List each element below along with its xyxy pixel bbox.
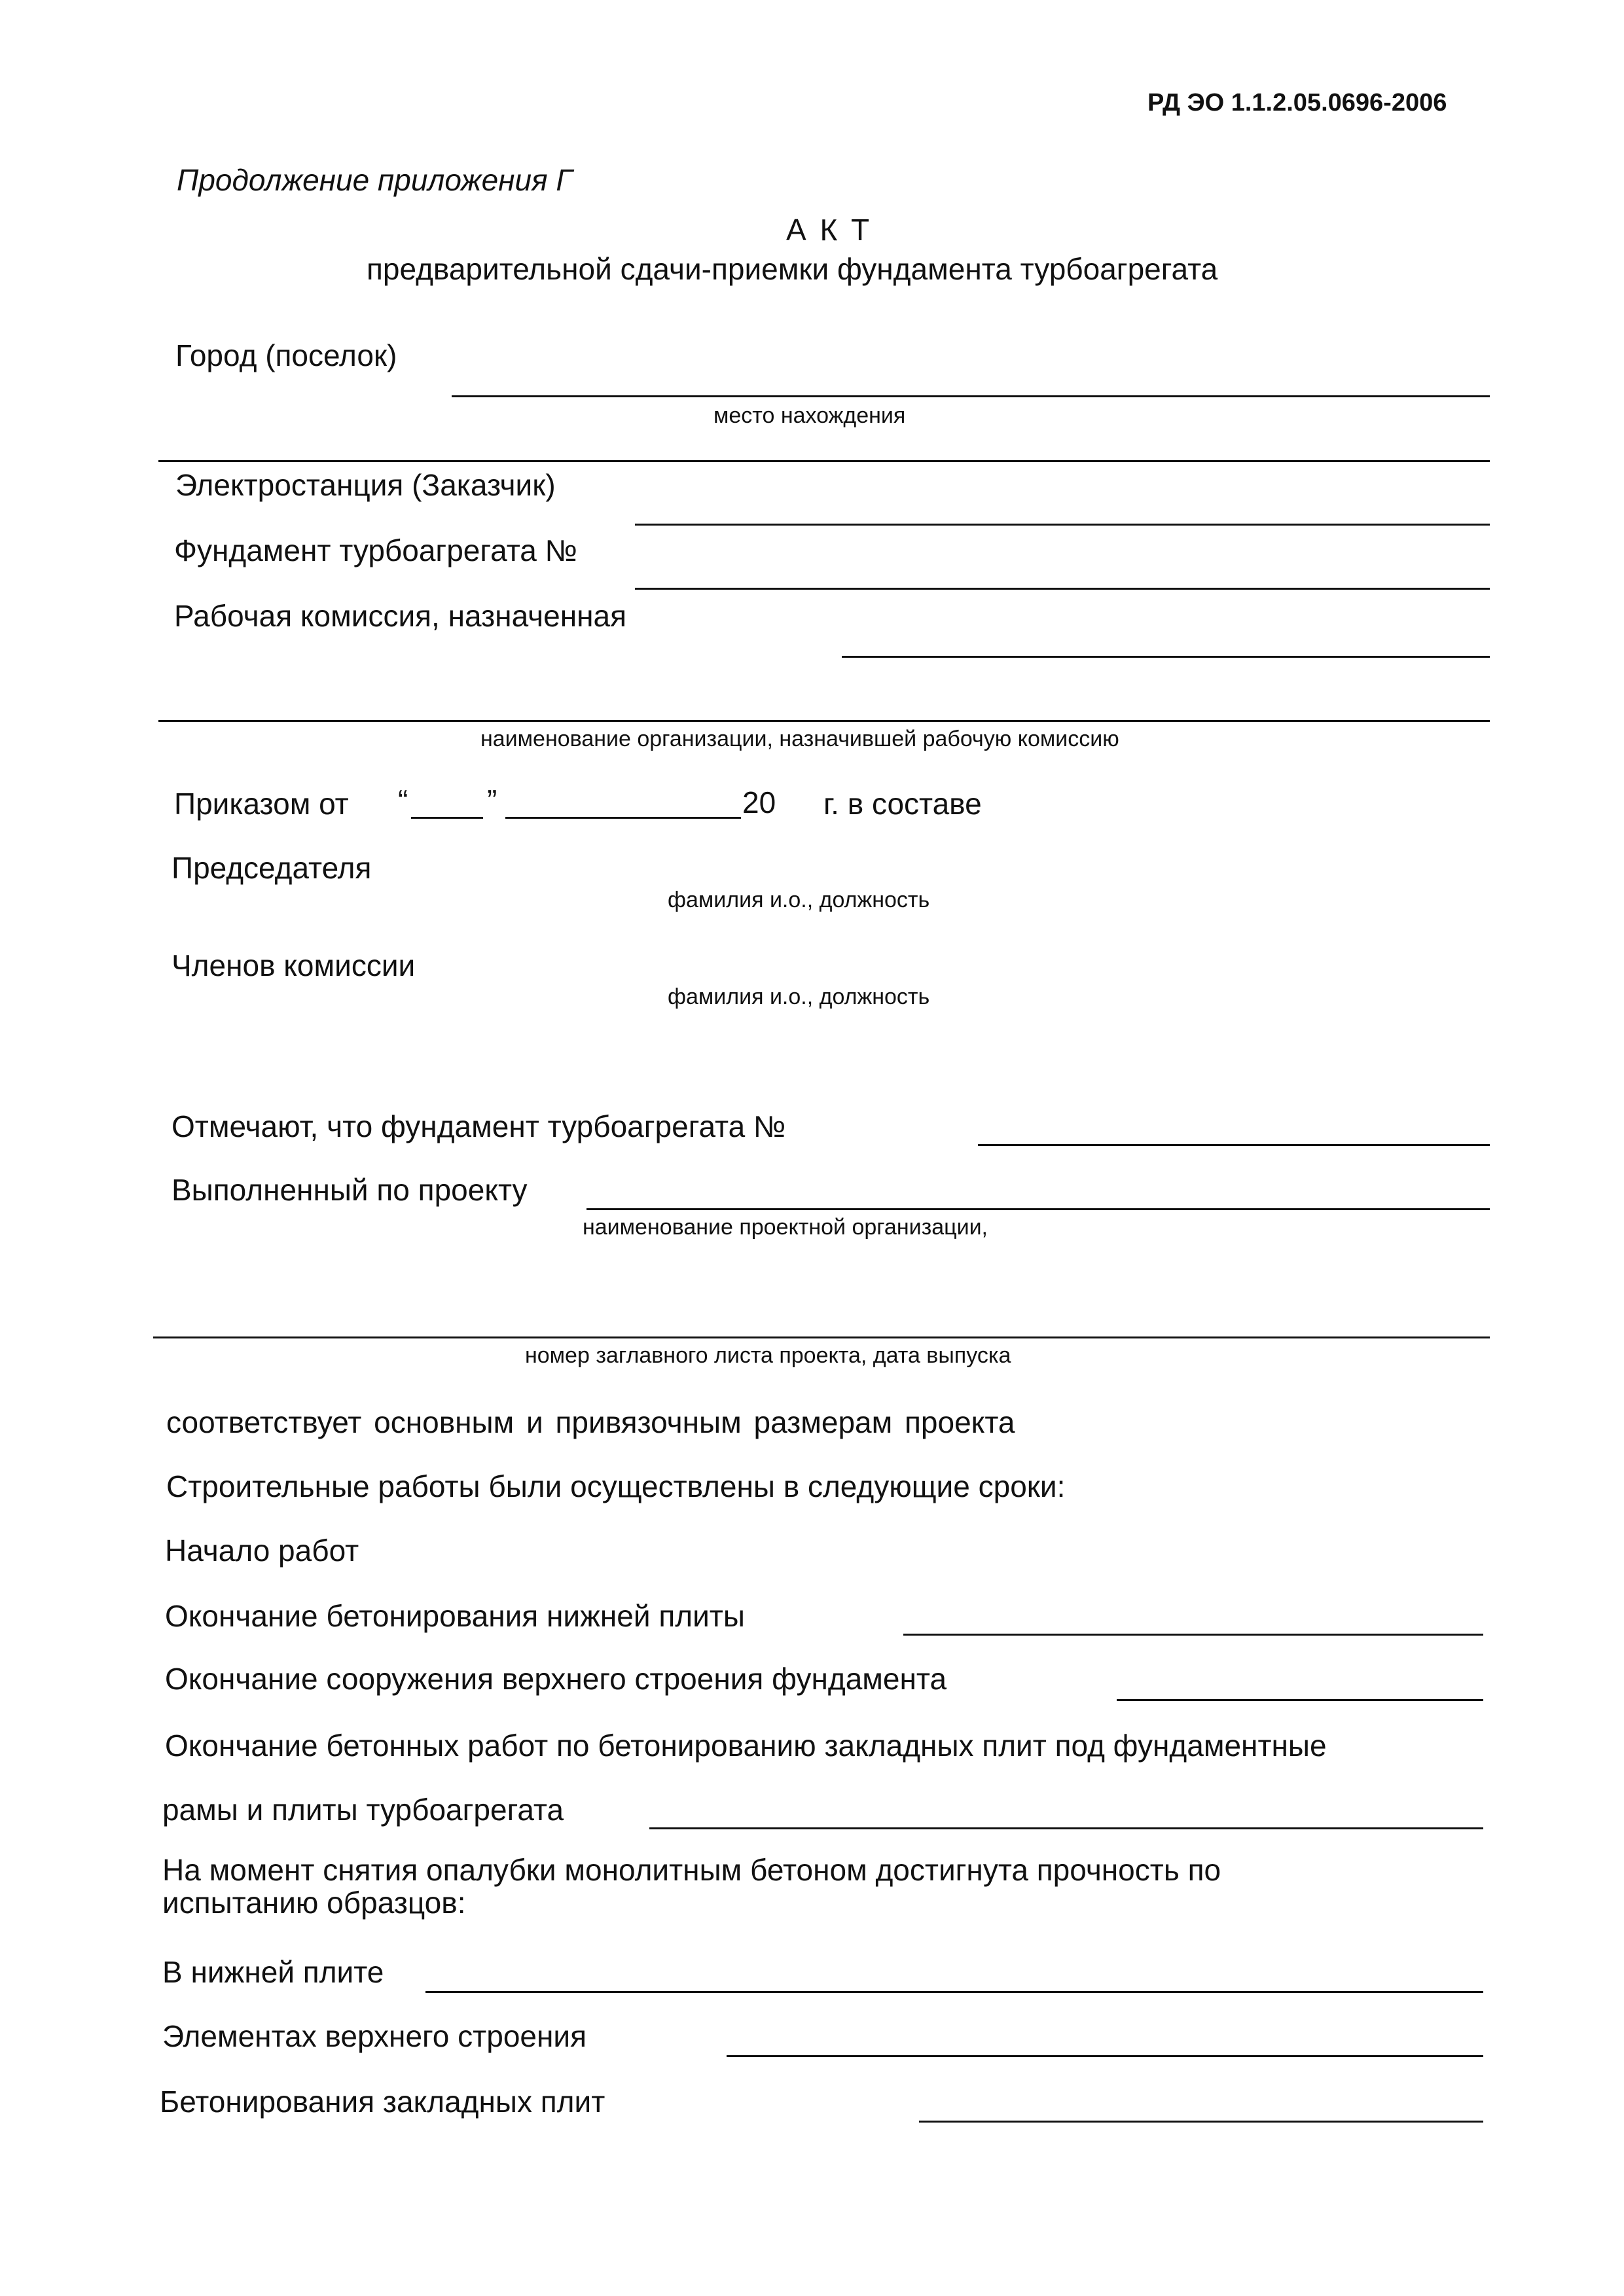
embedded-text-line1: Окончание бетонных работ по бетонированию закладных плит под фундаментные	[165, 1729, 1327, 1763]
city-label: Город (поселок)	[175, 338, 397, 372]
station-top-line	[158, 460, 1490, 462]
document-code: РД ЭО 1.1.2.05.0696-2006	[1147, 89, 1447, 117]
strength-upper-input-line[interactable]	[727, 2055, 1483, 2057]
strength-embedded-input-line[interactable]	[919, 2121, 1483, 2123]
order-quote-open: “	[398, 783, 408, 817]
city-caption: место нахождения	[713, 403, 906, 428]
members-label: Членов комиссии	[171, 948, 416, 982]
document-title: А К Т	[786, 213, 873, 247]
strength-embedded-label: Бетонирования закладных плит	[160, 2085, 605, 2119]
embedded-input-line[interactable]	[649, 1827, 1483, 1829]
order-label: Приказом от	[174, 787, 349, 821]
upper-structure-input-line[interactable]	[1117, 1699, 1483, 1701]
start-label: Начало работ	[165, 1534, 359, 1568]
project-details-line[interactable]	[153, 1336, 1490, 1338]
strength-lower-label: В нижней плите	[162, 1955, 384, 1989]
foundation-input-line[interactable]	[635, 588, 1490, 590]
station-input-line[interactable]	[635, 524, 1490, 526]
chairman-label: Председателя	[171, 851, 372, 885]
project-caption: наименование проектной организации,	[583, 1215, 988, 1240]
upper-structure-label: Окончание сооружения верхнего строения фундамента	[165, 1662, 947, 1696]
project-label: Выполненный по проекту	[171, 1173, 528, 1207]
order-month-line[interactable]	[505, 817, 741, 819]
chairman-caption: фамилия и.о., должность	[668, 888, 930, 912]
document-subtitle: предварительной сдачи-приемки фундамента турбоагрегата	[367, 252, 1218, 286]
embedded-text-line2: рамы и плиты турбоагрегата	[162, 1793, 564, 1827]
project-input-line[interactable]	[586, 1208, 1490, 1210]
strength-text-line2: испытанию образцов:	[162, 1886, 466, 1920]
members-caption: фамилия и.о., должность	[668, 984, 930, 1009]
works-intro-text: Строительные работы были осуществлены в следующие сроки:	[166, 1469, 1066, 1503]
conformity-text: соответствует основным и привязочным размерам проекта	[166, 1405, 1015, 1439]
city-input-line[interactable]	[452, 395, 1490, 397]
commission-input-line[interactable]	[842, 656, 1490, 658]
lower-slab-label: Окончание бетонирования нижней плиты	[165, 1599, 745, 1633]
appendix-note: Продолжение приложения Г	[177, 163, 573, 197]
order-suffix: г. в составе	[823, 787, 982, 821]
notes-label: Отмечают, что фундамент турбоагрегата №	[171, 1109, 786, 1143]
commission-caption: наименование организации, назначившей рабочую комиссию	[480, 726, 1119, 751]
commission-label: Рабочая комиссия, назначенная	[174, 599, 626, 633]
notes-input-line[interactable]	[978, 1144, 1490, 1146]
strength-upper-label: Элементах верхнего строения	[162, 2019, 586, 2053]
project-caption-2: номер заглавного листа проекта, дата выпуска	[525, 1343, 1011, 1368]
station-label: Электростанция (Заказчик)	[175, 468, 556, 502]
order-year-prefix: 20	[742, 785, 776, 819]
commission-org-line[interactable]	[158, 720, 1490, 722]
lower-slab-input-line[interactable]	[903, 1634, 1483, 1636]
foundation-label: Фундамент турбоагрегата №	[174, 533, 577, 567]
order-day-line[interactable]	[411, 817, 483, 819]
strength-text-line1: На момент снятия опалубки монолитным бетоном достигнута прочность по	[162, 1853, 1221, 1887]
order-quote-close: ”	[487, 783, 497, 817]
strength-lower-input-line[interactable]	[425, 1991, 1483, 1993]
